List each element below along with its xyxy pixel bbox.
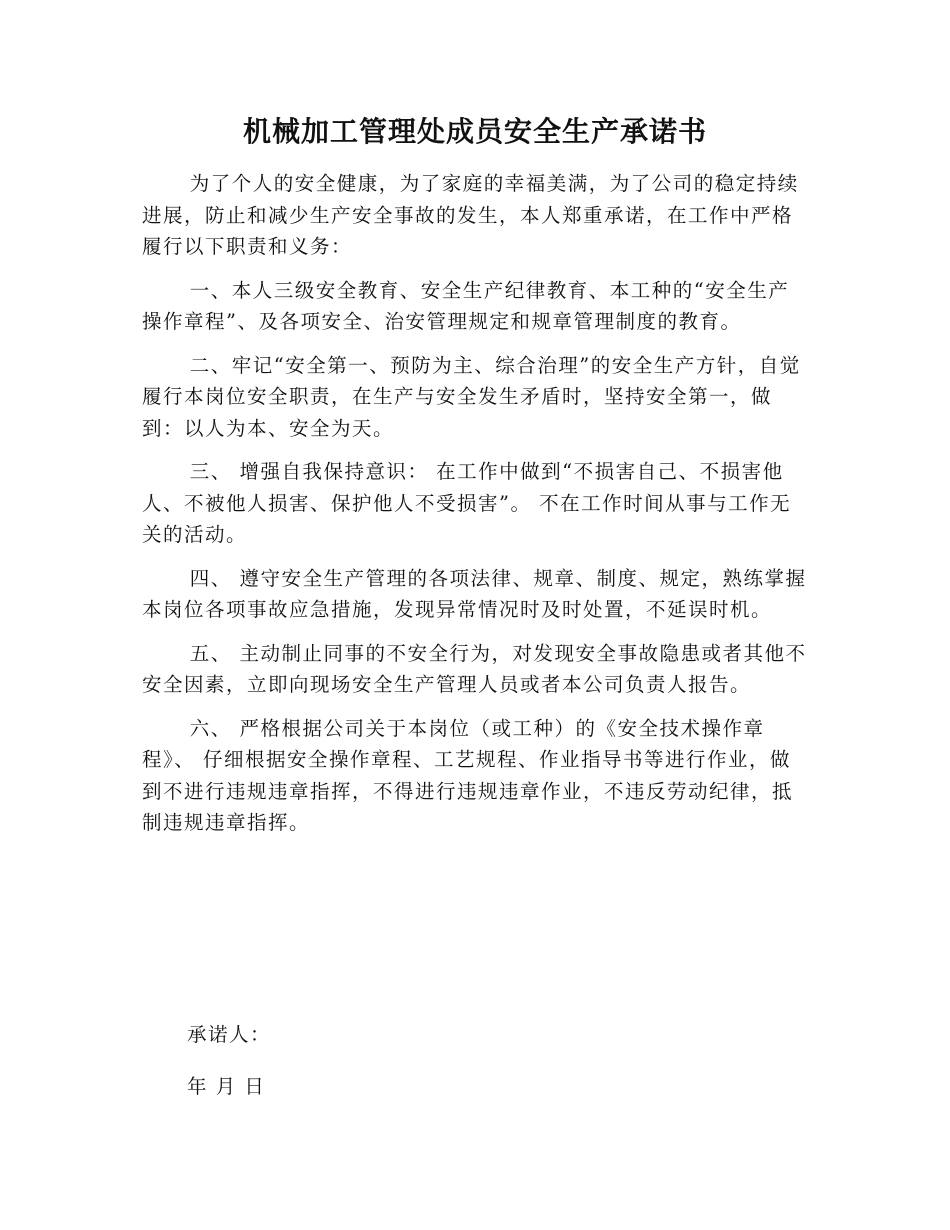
document-title: 机械加工管理处成员安全生产承诺书 (242, 115, 707, 148)
paragraph-item-4: 四、 遵守安全生产管理的各项法律、规章、制度、规定，熟练掌握本岗位各项事故应急措施，发现异常情况时及时处置，不延误时机。 (142, 566, 807, 621)
document-body (142, 168, 808, 851)
paragraph-item-5: 五、 主动制止同事的不安全行为，对发现安全事故隐患或者其他不安全因素，立即向现场安全生产管理人员或者本公司负责人报告。 (142, 641, 807, 696)
paragraph-item-2: 二、牢记“安全第一、预防为主、综合治理”的安全生产方针，自觉履行本岗位安全职责，在生产与安全发生矛盾时，坚持安全第一，做到：以人为本、安全为天。 (142, 353, 801, 440)
paragraph-item-1: 一、本人三级安全教育、安全生产纪律教育、本工种的“安全生产操作章程”、及各项安全、治安管理规定和规章管理制度的教育。 (142, 278, 790, 333)
paragraph-item-3: 三、 增强自我保持意识： 在工作中做到“不损害自己、不损害他人、不被他人损害、保护他人不受损害”。 不在工作时间从事与工作无关的活动。 (142, 460, 792, 546)
signer-label: 承诺人： (187, 1023, 272, 1046)
paragraph-intro: 为了个人的安全健康，为了家庭的幸福美满，为了公司的稳定持续进展，防止和减少生产安全事故的发生，本人郑重承诺，在工作中严格履行以下职责和义务： (142, 172, 799, 258)
date-line: 年 月 日 (187, 1075, 266, 1098)
paragraph-item-6: 六、 严格根据公司关于本岗位（或工种）的《安全技术操作章程》、 仔细根据安全操作章程、工艺规程、作业指导书等进行作业，做到不进行违规违章指挥，不得进行违规违章作业，不违反劳动纪律，抵制违规违章指挥。 (142, 716, 794, 834)
